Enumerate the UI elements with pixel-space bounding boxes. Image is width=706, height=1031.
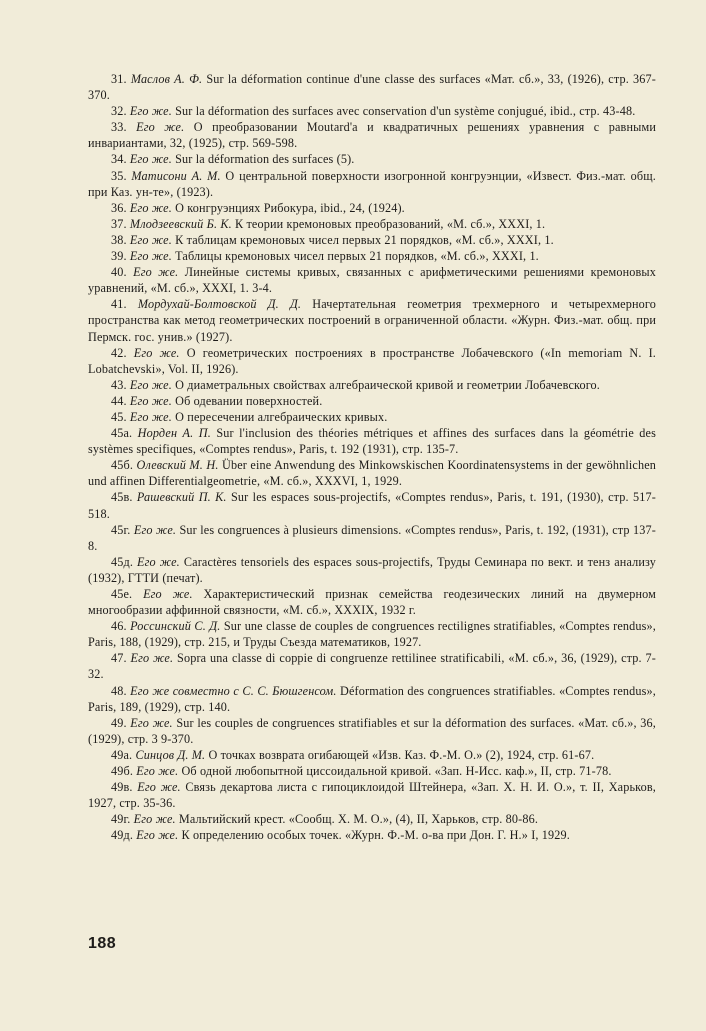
entry-author: Его же. (136, 120, 185, 135)
bibliography-entry (88, 763, 656, 779)
entry-author: Его же. (129, 104, 172, 119)
entry-text: Sur la déformation des surfaces (5). (175, 152, 355, 167)
bibliography-entry (88, 457, 656, 489)
entry-number: 45г. (111, 522, 131, 537)
entry-author: Его же. (129, 152, 172, 167)
entry-number: 45д. (111, 554, 134, 569)
entry-number: 32. (111, 104, 127, 119)
entry-number: 49в. (111, 780, 133, 795)
entry-author: Его же. (130, 651, 174, 666)
entry-number: 38. (111, 232, 127, 247)
entry-text: О геометрических построениях в пространстве Лобачевского («In memoriam N. I. Lobatchevski», Vol. II, 1926). (88, 345, 656, 376)
entry-author: Его же. (133, 345, 180, 360)
entry-text: К таблицам кремоновых чисел первых 21 порядков, «М. сб.», XXXI, 1. (175, 232, 554, 247)
entry-text: Sur une classe de couples de congruences rectilignes stratifiables, «Comptes rendus», Paris, 188, (1929), стр. 215, и Труды Съезда математиков, 1927. (88, 619, 656, 650)
entry-text: Sopra una classe di coppie di congruenze rettilinee stratificabili, «М. сб.», 36, (1929), стр. 7-32. (88, 651, 657, 682)
entry-author: Матисони А. М. (131, 168, 221, 183)
entry-text: Линейные системы кривых, связанных с арифметическими решениями кремоновых уравнений, «М. сб.», XXXI, 1. 3-4. (88, 265, 656, 296)
bibliography-entry (88, 425, 656, 457)
entry-author: Его же. (133, 812, 176, 827)
entry-author: Олевский М. Н. (136, 458, 219, 473)
entry-text: О центральной поверхности изогронной конгруэнции, «Извест. Физ.-мат. общ. при Каз. ун-те», (1923). (88, 168, 657, 199)
entry-number: 39. (111, 249, 127, 264)
entry-author: Синцов Д. М. (135, 747, 206, 762)
entry-author: Его же. (137, 554, 180, 569)
bibliography-entry (88, 683, 656, 715)
entry-text: Начертательная геометрия трехмерного и четырехмерного пространства как метод геометрических построений в ограниченной области. «Журн. Физ.-мат. общ. при Пермск. гос. унив.» (1927). (88, 297, 656, 344)
entry-author: Маслов А. Ф. (130, 72, 203, 86)
entry-author: Его же. (129, 377, 172, 392)
entry-number: 43. (111, 377, 127, 392)
bibliography-entry (88, 811, 656, 827)
bibliography-entry (88, 200, 656, 216)
entry-number: 35. (111, 168, 127, 183)
entry-author: Его же совместно с С. С. Бюшгенсом. (130, 683, 337, 698)
entry-number: 45а. (111, 426, 133, 441)
entry-text: К определению особых точек. «Журн. Ф.-М. о-ва при Дон. Г. Н.» I, 1929. (181, 828, 570, 843)
entry-number: 49г. (111, 812, 131, 827)
entry-text: Caractères tensoriels des espaces sous-projectifs, Труды Семинара по вект. и тенз анализу (1932), ГТТИ (печат). (88, 554, 656, 585)
bibliography-entry (88, 151, 656, 167)
entry-author: Его же. (130, 715, 173, 730)
bibliography-entry (88, 119, 656, 151)
bibliography-entry (88, 650, 656, 682)
entry-author: Его же. (129, 249, 172, 264)
bibliography-entry (88, 409, 656, 425)
entry-text: Об одной любопытной циссоидальной кривой. «Зап. Н-Исс. каф.», II, стр. 71-78. (181, 764, 612, 779)
entry-author: Его же. (137, 780, 181, 795)
entry-author: Норден А. П. (137, 426, 211, 441)
bibliography-entry (88, 618, 656, 650)
bibliography-entry (88, 779, 656, 811)
entry-text: Sur la déformation des surfaces avec conservation d'un système conjugué, ibid., стр. 43-48. (175, 104, 636, 119)
entry-number: 36. (111, 200, 127, 215)
bibliography-entry (88, 296, 656, 344)
entry-number: 44. (111, 393, 127, 408)
entry-text: Sur les couples de congruences stratifiables et sur la déformation des surfaces. «Мат. сб.», 36, (1929), стр. 3 9-370. (88, 715, 656, 746)
entry-text: Sur les espaces sous-projectifs, «Comptes rendus», Paris, t. 191, (1930), стр. 517-518. (88, 490, 656, 521)
entry-author: Его же. (143, 587, 193, 601)
entry-author: Его же. (133, 522, 177, 537)
entry-number: 49б. (111, 764, 134, 779)
entry-number: 46. (111, 619, 127, 634)
bibliography-entry (88, 522, 656, 554)
entry-number: 33. (111, 120, 127, 135)
entry-text: Über eine Anwendung des Minkowskischen Koordinatensystems in der gewöhnlichen und affinen Differentialgeometrie, «М. сб.», XXXVI, 1, 1929. (88, 458, 657, 489)
entry-text: Таблицы кремоновых чисел первых 21 порядков, «М. сб.», XXXI, 1. (175, 249, 539, 264)
entry-text: О конгруэнциях Рибокура, ibid., 24, (1924). (175, 200, 405, 215)
entry-text: Sur les congruences à plusieurs dimensions. «Comptes rendus», Paris, t. 192, (1931), стр 137-8. (88, 522, 656, 553)
entry-text: О преобразовании Moutard'а и квадратичных решениях уравнения с равными инвариантами, 32, (1925), стр. 569-598. (88, 120, 657, 151)
entry-author: Его же. (129, 409, 172, 424)
entry-text: Sur l'inclusion des théories métriques et affines des surfaces dans la géométrie des systèmes specifiques, «Comptes rendus», Paris, t. 192 (1931), стр. 135-7. (88, 426, 656, 457)
entry-text: Связь декартова листа с гипоциклоидой Штейнера, «Зап. Х. Н. И. О.», т. II, Харьков, 1927, стр. 35-36. (88, 780, 656, 811)
entry-text: О пересечении алгебраических кривых. (175, 409, 388, 424)
bibliography-entry (88, 71, 656, 103)
entry-number: 45е. (111, 587, 133, 601)
entry-text: К теории кремоновых преобразований, «М. сб.», XXXI, 1. (234, 216, 546, 231)
entry-text: Мальтийский крест. «Сообщ. Х. М. О.», (4), II, Харьков, стр. 80-86. (178, 812, 539, 827)
entry-number: 45в. (111, 490, 133, 505)
entry-author: Его же. (129, 393, 172, 408)
bibliography-entry (88, 747, 656, 763)
entry-number: 37. (111, 216, 127, 231)
entry-author: Его же. (129, 200, 172, 215)
entry-number: 41. (111, 297, 127, 312)
bibliography-entry (88, 168, 656, 200)
entry-number: 45. (111, 409, 127, 424)
entry-number: 49. (111, 715, 127, 730)
entry-author: Мордухай-Болтовской Д. Д. (137, 297, 302, 312)
entry-text: Характеристический признак семейства геодезических линий на двумерном многообразии аффинной связности, «М. сб.», XXXIX, 1932 г. (88, 587, 656, 618)
bibliography-entry (88, 232, 656, 248)
entry-number: 45б. (111, 458, 134, 473)
entry-author: Его же. (136, 828, 179, 843)
entry-text: Об одевании поверхностей. (175, 393, 323, 408)
bibliography-entry (88, 377, 656, 393)
bibliography-entry (88, 216, 656, 232)
bibliography-entry (88, 393, 656, 409)
entry-author: Млодзеевский Б. К. (129, 216, 232, 231)
entry-author: Россинский С. Д. (130, 619, 221, 634)
bibliography-entry (88, 103, 656, 119)
bibliography-entry (88, 248, 656, 264)
entry-number: 40. (111, 265, 127, 280)
entry-author: Рашевский П. К. (136, 490, 227, 505)
entry-number: 48. (111, 683, 127, 698)
bibliography-entry (88, 827, 656, 843)
bibliography-entry (88, 345, 656, 377)
entry-number: 31. (111, 72, 127, 86)
bibliography-entry (88, 715, 656, 747)
entry-text: Sur la déformation continue d'une classe des surfaces «Мат. сб.», 33, (1926), стр. 367-370. (88, 72, 656, 103)
entry-author: Его же. (136, 764, 179, 779)
bibliography-list (88, 71, 656, 844)
entry-author: Его же. (133, 265, 179, 280)
entry-text: О диаметральных свойствах алгебраической кривой и геометрии Лобачевского. (175, 377, 600, 392)
entry-text: О точках возврата огибающей «Изв. Каз. Ф.-М. О.» (2), 1924, стр. 61-67. (208, 747, 595, 762)
entry-number: 49д. (111, 828, 134, 843)
entry-number: 49а. (111, 747, 133, 762)
entry-number: 47. (111, 651, 127, 666)
entry-number: 34. (111, 152, 127, 167)
entry-author: Его же. (129, 232, 172, 247)
bibliography-entry (88, 586, 656, 618)
bibliography-entry (88, 489, 656, 521)
bibliography-entry (88, 554, 656, 586)
bibliography-entry (88, 264, 656, 296)
entry-text: Déformation des congruences stratifiables. «Comptes rendus», Paris, 189, (1929), стр. 140. (88, 683, 656, 714)
entry-number: 42. (111, 345, 127, 360)
page-number: 188 (88, 935, 117, 952)
